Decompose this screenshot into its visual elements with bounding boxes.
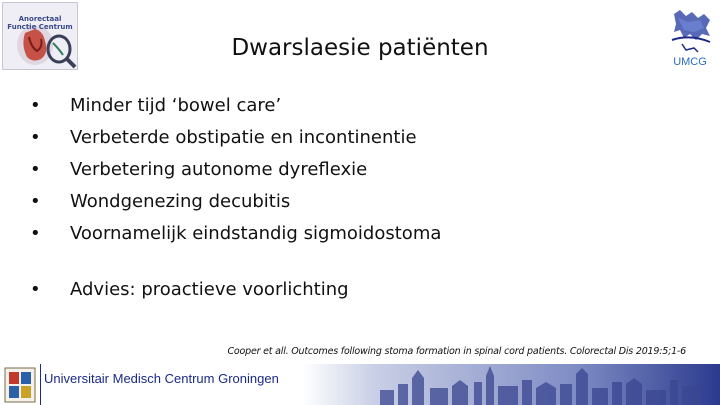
bullet-list	[30, 95, 441, 311]
bullet-text: Wondgenezing decubitis	[70, 191, 291, 212]
bullet-item	[30, 95, 441, 127]
left-logo-text: Anorectaal Functie Centrum	[7, 15, 73, 31]
bullet-dot: •	[30, 127, 41, 148]
footer-institution-name: Universitair Medisch Centrum Groningen	[44, 371, 279, 386]
bullet-item	[30, 159, 441, 191]
bullet-text: Voornamelijk eindstandig sigmoidostoma	[70, 223, 442, 244]
bullet-item	[30, 191, 441, 223]
university-crest-icon	[3, 366, 37, 404]
bullet-text: Verbetering autonome dyreflexie	[70, 159, 368, 180]
umcg-text: UMCG	[673, 56, 707, 68]
bullet-dot: •	[30, 159, 41, 180]
bullet-item	[30, 223, 441, 255]
bullet-text: Advies: proactieve voorlichting	[70, 279, 349, 300]
bullet-dot: •	[30, 191, 41, 212]
bullet-text: Verbeterde obstipatie en incontinentie	[70, 127, 417, 148]
bullet-item	[30, 127, 441, 159]
bullet-dot: •	[30, 223, 41, 244]
footer-banner	[0, 364, 720, 405]
slide-title: Dwarslaesie patiënten	[231, 35, 489, 61]
bullet-dot: •	[30, 279, 41, 300]
bullet-text: Minder tijd ‘bowel care’	[70, 95, 282, 116]
bullet-item	[30, 279, 441, 311]
citation: Cooper et all. Outcomes following stoma formation in spinal cord patients. Colorectal Dis 2019:5;1-6	[227, 346, 686, 357]
bullet-dot: •	[30, 95, 41, 116]
